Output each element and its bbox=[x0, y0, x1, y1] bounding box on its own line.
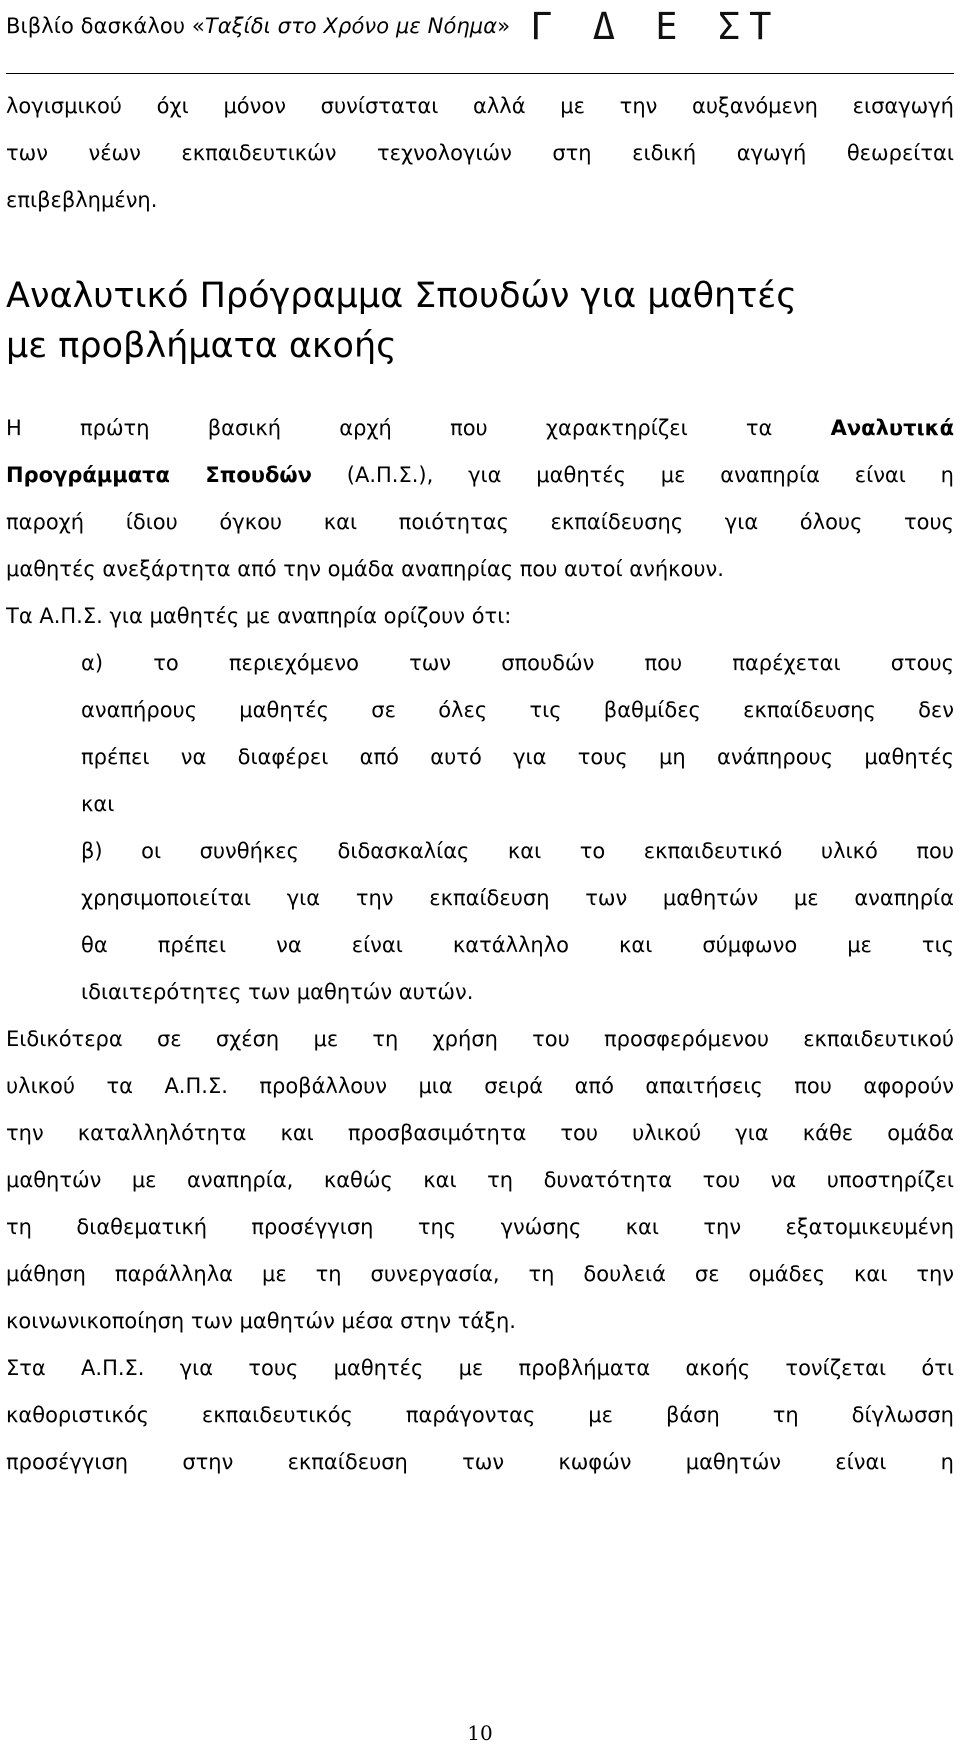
paragraph-line bbox=[6, 411, 954, 445]
list-item-b-line: θα πρέπει να είναι κατάλληλο και σύμφωνο με τις bbox=[81, 933, 954, 957]
document-page bbox=[6, 0, 954, 1753]
paragraph-line: Ειδικότερα σε σχέση με τη χρήση του προσφερόμενου εκπαιδευτικού bbox=[6, 1027, 954, 1051]
book-title-suffix: » bbox=[497, 14, 511, 38]
grade-levels: Γ Δ Ε ΣΤ bbox=[530, 4, 781, 48]
header-divider bbox=[6, 73, 954, 74]
paragraph-line: μαθητών με αναπηρία, καθώς και τη δυνατότητα του να υποστηρίζει bbox=[6, 1168, 954, 1192]
bold-term: Προγράμματα Σπουδών bbox=[6, 463, 312, 487]
list-item-b-line: β) οι συνθήκες διδασκαλίας και το εκπαιδευτικό υλικό που bbox=[81, 839, 954, 863]
bold-term: Αναλυτικά bbox=[830, 416, 954, 440]
paragraph-line: κοινωνικοποίηση των μαθητών μέσα στην τάξη. bbox=[6, 1309, 516, 1333]
paragraph-text: Η πρώτη βασική αρχή που χαρακτηρίζει τα bbox=[6, 416, 831, 440]
intro-line: των νέων εκπαιδευτικών τεχνολογιών στη ειδική αγωγή θεωρείται bbox=[6, 141, 954, 165]
list-item-b-line: χρησιμοποιείται για την εκπαίδευση των μαθητών με αναπηρία bbox=[81, 886, 954, 910]
paragraph-line: υλικού τα Α.Π.Σ. προβάλλουν μια σειρά από απαιτήσεις που αφορούν bbox=[6, 1074, 954, 1098]
paragraph-line: μαθητές ανεξάρτητα από την ομάδα αναπηρίας που αυτοί ανήκουν. bbox=[6, 557, 724, 581]
running-header bbox=[6, 4, 954, 48]
paragraph-line: τη διαθεματική προσέγγιση της γνώσης και την εξατομικευμένη bbox=[6, 1215, 954, 1239]
book-title bbox=[6, 14, 510, 38]
page-number: 10 bbox=[467, 1721, 493, 1745]
paragraph-text: (Α.Π.Σ.), για μαθητές με αναπηρία είναι η bbox=[311, 463, 954, 487]
paragraph-line: Στα Α.Π.Σ. για τους μαθητές με προβλήματα ακοής τονίζεται ότι bbox=[6, 1356, 954, 1380]
paragraph-line: την καταλληλότητα και προσβασιμότητα του υλικού για κάθε ομάδα bbox=[6, 1121, 954, 1145]
book-title-prefix: Βιβλίο δασκάλου « bbox=[6, 14, 205, 38]
paragraph-line: Τα Α.Π.Σ. για μαθητές με αναπηρία ορίζουν ότι: bbox=[6, 604, 512, 628]
paragraph-line: καθοριστικός εκπαιδευτικός παράγοντας με βάση τη δίγλωσση bbox=[6, 1403, 954, 1427]
section-title-line: με προβλήματα ακοής bbox=[6, 326, 397, 366]
list-item-a-line: και bbox=[81, 792, 115, 816]
section-title-line: Αναλυτικό Πρόγραμμα Σπουδών για μαθητές bbox=[6, 276, 797, 316]
intro-line: επιβεβλημένη. bbox=[6, 188, 158, 212]
paragraph-line bbox=[6, 458, 954, 492]
paragraph-line: μάθηση παράλληλα με τη συνεργασία, τη δουλειά σε ομάδες και την bbox=[6, 1262, 954, 1286]
paragraph-line: προσέγγιση στην εκπαίδευση των κωφών μαθητών είναι η bbox=[6, 1450, 954, 1474]
list-item-b-line: ιδιαιτερότητες των μαθητών αυτών. bbox=[81, 980, 474, 1004]
book-title-italic: Ταξίδι στο Χρόνο με Νόημα bbox=[204, 14, 498, 38]
intro-line: λογισμικού όχι μόνον συνίσταται αλλά με την αυξανόμενη εισαγωγή bbox=[6, 94, 954, 118]
list-item-a-line: αναπήρους μαθητές σε όλες τις βαθμίδες εκπαίδευσης δεν bbox=[81, 698, 954, 722]
paragraph-line: παροχή ίδιου όγκου και ποιότητας εκπαίδευσης για όλους τους bbox=[6, 510, 954, 534]
list-item-a-line: πρέπει να διαφέρει από αυτό για τους μη ανάπηρους μαθητές bbox=[81, 745, 954, 769]
list-item-a-line: α) το περιεχόμενο των σπουδών που παρέχεται στους bbox=[81, 651, 954, 675]
